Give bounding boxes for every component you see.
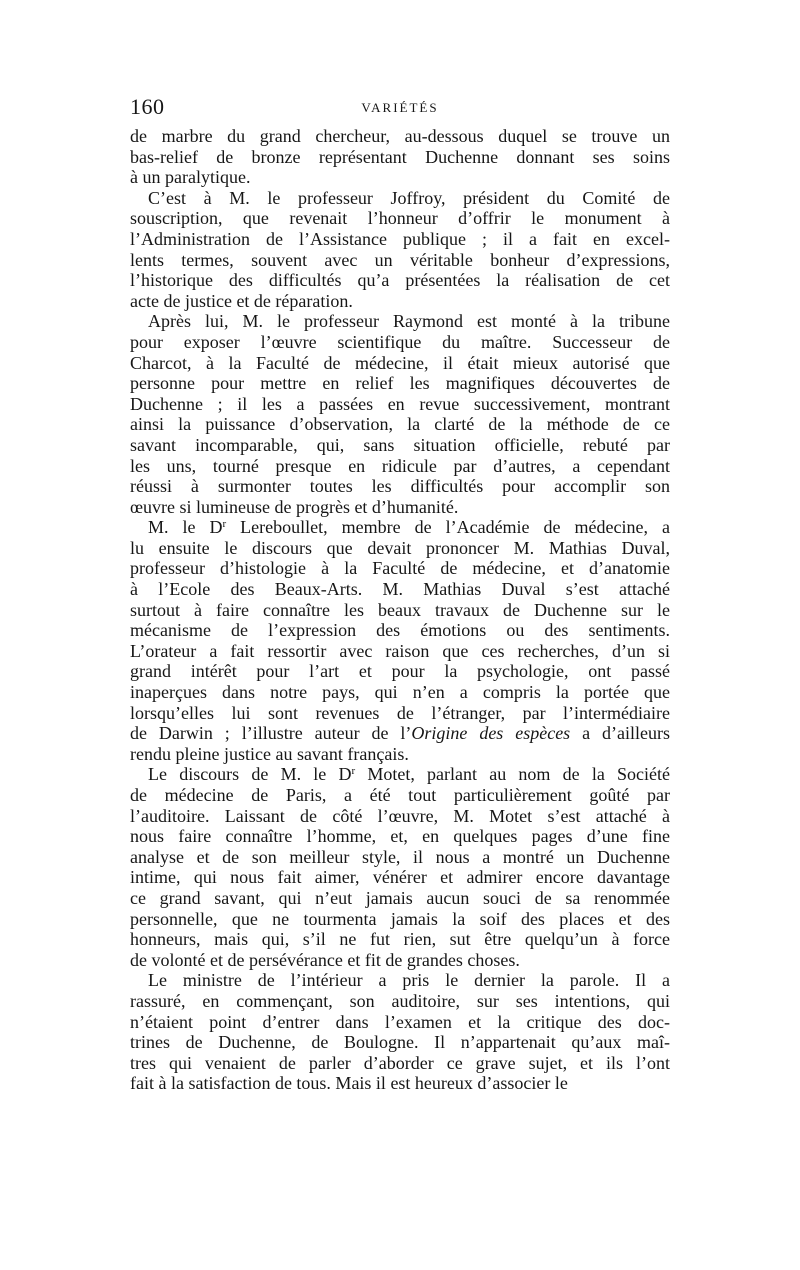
text-fragment: Le discours de M. le D (148, 764, 352, 785)
text-line: n’étaient point d’entrer dans l’examen et la critique des doc- (130, 1011, 670, 1032)
text-line: Après lui, M. le professeur Raymond est monté à la tribune (148, 311, 670, 332)
text-line: personnelle, que ne tourmenta jamais la soif des places et des (130, 908, 670, 929)
text-line: nous faire connaître l’homme, et, en quelques pages d’une fine (130, 826, 670, 847)
text-line (130, 723, 670, 744)
text-line: à l’Ecole des Beaux-Arts. M. Mathias Duval s’est attaché (130, 579, 670, 600)
running-title: VARIÉTÉS (361, 100, 439, 115)
text-line: inaperçues dans notre pays, qui n’en a compris la portée que (130, 682, 670, 703)
text-line: souscription, que revenait l’honneur d’offrir le monument à (130, 208, 670, 229)
text-line: personne pour mettre en relief les magnifiques découvertes de (130, 373, 670, 394)
superscript: r (222, 518, 227, 531)
text-line: acte de justice et de réparation. (130, 290, 353, 311)
text-line: C’est à M. le professeur Joffroy, président du Comité de (148, 187, 670, 208)
text-line: trines de Duchenne, de Boulogne. Il n’appartenait qu’aux maî- (130, 1032, 670, 1053)
text-line: savant incomparable, qui, sans situation officielle, rebuté par (130, 434, 670, 455)
page-header (130, 94, 670, 120)
text-fragment: M. le D (148, 517, 223, 538)
text-line: bas-relief de bronze représentant Duchenne donnant ses soins (130, 146, 670, 167)
text-line: l’Administration de l’Assistance publique ; il a fait en excel- (130, 228, 670, 249)
page-number: 160 (130, 94, 165, 119)
text-line: honneurs, mais qui, s’il ne fut rien, sut être quelqu’un à force (130, 929, 670, 950)
text-line: ainsi la puissance d’observation, la clarté de la méthode de ce (130, 414, 670, 435)
text-line: pour exposer l’œuvre scientifique du maître. Successeur de (130, 331, 670, 352)
text-line: de marbre du grand chercheur, au-dessous duquel se trouve un (130, 126, 670, 146)
text-line: L’orateur a fait ressortir avec raison que ces recherches, d’un si (130, 640, 670, 661)
text-line: les uns, tourné presque en ridicule par d’autres, a cependant (130, 455, 670, 476)
text-line (130, 517, 670, 538)
text-line: l’historique des difficultés qu’a présentées la réalisation de cet (130, 270, 670, 291)
text-fragment: Lereboullet, membre de l’Académie de médecine, a (226, 517, 670, 538)
text-line: Charcot, à la Faculté de médecine, il était mieux autorisé que (130, 352, 670, 373)
text-line: intime, qui nous fait aimer, vénérer et admirer encore davantage (130, 867, 670, 888)
text-line: de volonté et de persévérance et fit de grandes choses. (130, 949, 520, 970)
superscript: r (351, 765, 356, 778)
text-line: Le ministre de l’intérieur a pris le dernier la parole. Il a (148, 970, 670, 991)
text-line: grand intérêt pour l’art et pour la psychologie, ont passé (130, 661, 670, 682)
text-line (130, 764, 670, 785)
text-line: surtout à faire connaître les beaux travaux de Duchenne sur le (130, 599, 670, 620)
text-line: mécanisme de l’expression des émotions ou des sentiments. (130, 620, 670, 641)
text-fragment: a d’ailleurs (570, 723, 670, 744)
text-line: lorsqu’elles lui sont revenues de l’étranger, par l’intermédiaire (130, 702, 670, 723)
text-line: rendu pleine justice au savant français. (130, 743, 409, 764)
text-line: de médecine de Paris, a été tout particulièrement goûté par (130, 785, 670, 805)
text-line: à un paralytique. (130, 167, 251, 188)
text-line: Duchenne ; il les a passées en revue successivement, montrant (130, 393, 670, 414)
text-line: lu ensuite le discours que devait prononcer M. Mathias Duval, (130, 537, 670, 558)
text-line: œuvre si lumineuse de progrès et d’humanité. (130, 496, 459, 517)
text-line: tres qui venaient de parler d’aborder ce grave sujet, et ils l’ont (130, 1052, 670, 1073)
text-line: rassuré, en commençant, son auditoire, sur ses intentions, qui (130, 990, 670, 1011)
text-line: professeur d’histologie à la Faculté de médecine, et d’anatomie (130, 558, 670, 579)
text-fragment: de Darwin ; l’illustre auteur de l’ (130, 723, 412, 744)
text-fragment: Motet, parlant au nom de la Société (355, 764, 670, 785)
text-line: fait à la satisfaction de tous. Mais il est heureux d’associer le (130, 1073, 568, 1094)
text-line: l’auditoire. Laissant de côté l’œuvre, M. Motet s’est attaché à (130, 805, 670, 826)
text-line: réussi à surmonter toutes les difficultés pour accomplir son (130, 476, 670, 497)
italic-title: Origine des espèces (411, 723, 571, 744)
text-line: lents termes, souvent avec un véritable bonheur d’expressions, (130, 249, 670, 270)
text-line: analyse et de son meilleur style, il nous a montré un Duchenne (130, 846, 670, 867)
text-line: ce grand savant, qui n’eut jamais aucun souci de sa renommée (130, 887, 670, 908)
body-text (130, 126, 670, 1094)
